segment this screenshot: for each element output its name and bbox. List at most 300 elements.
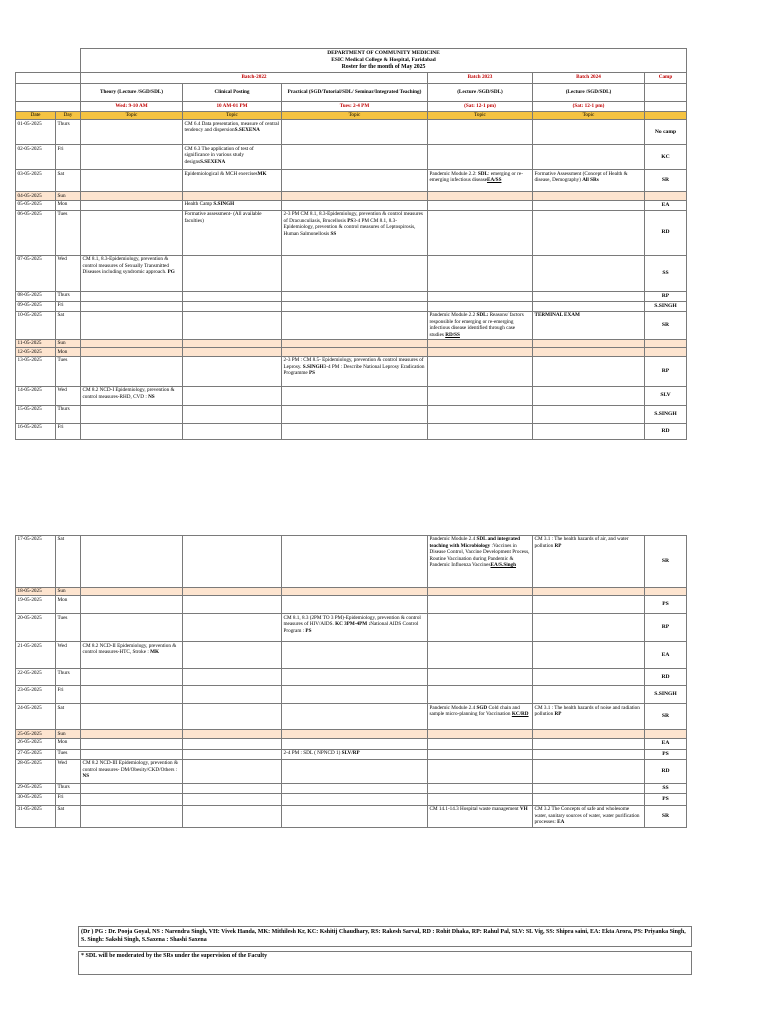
day-cell [56, 686, 81, 704]
cell-text: RD/SS [445, 331, 460, 338]
theory-cell [81, 356, 183, 386]
clinical-cell [183, 783, 282, 793]
cell-text: KC 3PM-4PM : [335, 621, 371, 628]
batch-2024-cell [533, 614, 645, 642]
day-header: Day [56, 111, 81, 120]
batch-2023-cell [428, 783, 533, 793]
date-cell [16, 170, 56, 192]
batch-2024-cell [533, 291, 645, 301]
clinical-cell [183, 200, 282, 210]
cell-text: SLV [660, 392, 671, 399]
clinical-cell [183, 686, 282, 704]
day-cell [56, 587, 81, 596]
cell-text: EA/S.Singh [490, 562, 517, 569]
date-cell [16, 291, 56, 301]
batch-2023-cell [428, 200, 533, 210]
roster-row [16, 669, 687, 686]
cell-text: :Vaccines in Disease Control, Vaccine Development Process, Routine Vaccination during Pandemic & Pandemic Influenza Vaccines [429, 542, 530, 569]
date-cell [16, 120, 56, 145]
batch-2024-cell [533, 642, 645, 669]
theory-cell [81, 311, 183, 339]
camp-cell [645, 759, 687, 783]
batch-2023-cell [428, 170, 533, 192]
date-cell [16, 145, 56, 170]
cell-text: Wed [57, 256, 67, 263]
day-cell [56, 255, 81, 291]
practical-cell [282, 348, 428, 357]
practical-cell [282, 192, 428, 201]
batch-2023-cell [428, 348, 533, 357]
camp-cell [645, 405, 687, 423]
cell-text: Fri [57, 424, 64, 431]
day-cell [56, 210, 81, 255]
batch-2023-cell [428, 386, 533, 405]
cell-text: 30-05-2025 [17, 794, 42, 801]
day-cell [56, 291, 81, 301]
roster-row [16, 145, 687, 170]
theory-cell [81, 255, 183, 291]
day-cell [56, 200, 81, 210]
cell-text: Thurs [57, 120, 70, 127]
theory-cell [81, 200, 183, 210]
batch-2024-cell [533, 535, 645, 587]
date-cell [16, 704, 56, 730]
clinical-cell [183, 759, 282, 783]
college-name: ESIC Medical College & Hospital, Faridabad [331, 56, 436, 63]
theory-cell [81, 793, 183, 805]
batch-2023-cell [428, 805, 533, 827]
clinical-cell [183, 339, 282, 348]
clinical-cell [183, 793, 282, 805]
practical-cell [282, 587, 428, 596]
practical-cell [282, 291, 428, 301]
date-cell [16, 348, 56, 357]
batch-2023-cell [428, 356, 533, 386]
cell-text: SR [661, 557, 670, 564]
practical-cell [282, 386, 428, 405]
batch-2024-cell [533, 793, 645, 805]
date-cell [16, 730, 56, 739]
cell-text: Mon [57, 739, 68, 746]
clinical-cell [183, 255, 282, 291]
cell-text: SS [330, 230, 337, 237]
date-cell [16, 255, 56, 291]
cell-text: Pandemic Module 2.2 [429, 312, 477, 319]
cell-text: Sun [57, 192, 66, 199]
clinical-cell [183, 170, 282, 192]
practical-cell [282, 669, 428, 686]
cell-text: EA/SS [487, 177, 502, 184]
cell-text: 25-05-2025 [17, 730, 42, 737]
cell-text: RP [661, 292, 670, 299]
cell-text: SDL [477, 170, 489, 177]
lecture-2023-column-header: (Lecture /SGD/SDL) [428, 83, 533, 101]
practical-cell [282, 210, 428, 255]
cell-text: 19-05-2025 [17, 596, 42, 603]
cell-text: Health Camp [184, 201, 214, 208]
practical-cell [282, 200, 428, 210]
camp-cell [645, 192, 687, 201]
camp-cell [645, 805, 687, 827]
practical-cell [282, 120, 428, 145]
day-cell [56, 301, 81, 311]
cell-text: Tues [57, 211, 68, 218]
camp-cell [645, 356, 687, 386]
cell-text: 14-05-2025 [17, 387, 42, 394]
cell-text: CM 6.3 The application of test of significance in various study designs [184, 145, 254, 165]
batch-2024-cell [533, 669, 645, 686]
day-cell [56, 614, 81, 642]
roster-row [16, 738, 687, 749]
cell-text: 13-05-2025 [17, 357, 42, 364]
cell-text: No camp [654, 128, 677, 135]
theory-cell [81, 614, 183, 642]
cell-text: SR [661, 321, 670, 328]
cell-text: 28-05-2025 [17, 760, 42, 767]
practical-cell [282, 356, 428, 386]
batch-2024-cell [533, 783, 645, 793]
cell-text: NS [82, 773, 90, 780]
clinical-cell [183, 405, 282, 423]
practical-cell [282, 783, 428, 793]
practical-cell [282, 738, 428, 749]
batch-2023-cell [428, 587, 533, 596]
batch-2023-cell [428, 339, 533, 348]
date-cell [16, 793, 56, 805]
cell-text: PS [309, 370, 316, 377]
cell-text: KC [661, 153, 670, 160]
date-cell [16, 642, 56, 669]
cell-text: TERMINAL EXAM [534, 312, 580, 319]
theory-column-header: Theory (Lecture /SGD/SDL) [81, 83, 183, 101]
theory-cell [81, 339, 183, 348]
cell-text: CM 8.2 NCD-II Epidemiology, prevention & control measures-HTC, Stroke : [82, 642, 177, 656]
cell-text: Sun [57, 730, 66, 737]
cell-text: Epidemiological & MCH exercises [184, 170, 258, 177]
roster-row [16, 291, 687, 301]
cell-text: EA [661, 740, 670, 747]
cell-text: 04-05-2025 [17, 192, 42, 199]
topic-header: Topic [428, 111, 533, 120]
day-cell [56, 805, 81, 827]
batch-2022-header: Batch-2022 [81, 72, 428, 83]
day-cell [56, 356, 81, 386]
cell-text: 03-05-2025 [17, 170, 42, 177]
batch-2023-cell [428, 793, 533, 805]
cell-text: Sat [57, 704, 65, 711]
practical-cell [282, 730, 428, 739]
date-cell [16, 210, 56, 255]
cell-text: RD [661, 767, 670, 774]
day-cell [56, 738, 81, 749]
camp-header: Camp [645, 72, 687, 83]
cell-text: EA [557, 819, 565, 826]
cell-text: Sun [57, 588, 66, 595]
day-cell [56, 669, 81, 686]
camp-cell [645, 686, 687, 704]
batch-2023-cell [428, 738, 533, 749]
date-cell [16, 686, 56, 704]
cell-text: CM 6.4 Data presentation, measure of central tendency and dispersion [184, 120, 279, 134]
cell-text: Sat [57, 806, 65, 813]
roster-row [16, 386, 687, 405]
cell-text: 26-05-2025 [17, 739, 42, 746]
clinical-column-header: Clinical Posting [183, 83, 282, 101]
camp-cell [645, 145, 687, 170]
cell-text: CM 3.1 : The health hazards of noise and radiation pollution [534, 704, 640, 718]
theory-cell [81, 348, 183, 357]
cell-text: 31-05-2025 [17, 806, 42, 813]
cell-text: 05-05-2025 [17, 201, 42, 208]
day-cell [56, 405, 81, 423]
cell-text: Wed [57, 642, 67, 649]
cell-text: Tues [57, 750, 68, 757]
cell-text: CM 8.2 NCD-III Epidemiology, prevention & control measures- DM/Obesity/CKD/Others : [82, 760, 178, 773]
cell-text: RP [661, 624, 670, 631]
cell-text: MK [257, 170, 267, 177]
cell-text: Pandemic Module 2.4 [429, 704, 477, 711]
date-cell [16, 596, 56, 614]
cell-text: CM 3.2 The Concepts of safe and wholesome water, sanitary sources of water, water purification processes: [534, 806, 640, 826]
roster-row [16, 596, 687, 614]
clinical-cell [183, 210, 282, 255]
cell-text: S.SINGH [654, 691, 677, 698]
cell-text: 21-05-2025 [17, 642, 42, 649]
theory-timing: Wed: 9-10 AM [81, 101, 183, 111]
batch-2023-cell [428, 596, 533, 614]
date-cell [16, 738, 56, 749]
practical-cell [282, 793, 428, 805]
batch-2024-cell [533, 200, 645, 210]
camp-cell [645, 200, 687, 210]
cell-text: Thurs [57, 784, 70, 791]
clinical-cell [183, 749, 282, 759]
camp-cell [645, 301, 687, 311]
clinical-cell [183, 704, 282, 730]
cell-text: 2-3 PM CM 8.1, 8.3-Epidemiology, prevention & control measures of Dracunculiasis, Brucellosis [283, 211, 423, 224]
batch-2024-cell [533, 255, 645, 291]
day-cell [56, 793, 81, 805]
date-cell [16, 200, 56, 210]
cell-text: 3-4 PM : Describe National Leprosy Eradication Programme [283, 363, 425, 377]
date-cell [16, 669, 56, 686]
day-cell [56, 386, 81, 405]
clinical-cell [183, 587, 282, 596]
date-cell [16, 759, 56, 783]
cell-text: MK [150, 649, 160, 656]
theory-cell [81, 596, 183, 614]
roster-row [16, 642, 687, 669]
day-cell [56, 783, 81, 793]
cell-text: Mon [57, 348, 68, 355]
cell-text: SS [662, 269, 669, 276]
camp-cell [645, 255, 687, 291]
camp-cell [645, 386, 687, 405]
cell-text: 08-05-2025 [17, 292, 42, 299]
cell-text: 09-05-2025 [17, 302, 42, 309]
cell-text: Wed [57, 760, 67, 767]
practical-cell [282, 704, 428, 730]
batch-2024-cell [533, 192, 645, 201]
department-heading [81, 49, 687, 73]
roster-row [16, 348, 687, 357]
cell-text: NS [148, 393, 155, 400]
day-cell [56, 348, 81, 357]
theory-cell [81, 423, 183, 439]
practical-cell [282, 301, 428, 311]
roster-row [16, 301, 687, 311]
camp-cell [645, 587, 687, 596]
cell-text: EA [661, 201, 670, 208]
batch-2024-cell [533, 704, 645, 730]
batch-2024-cell [533, 339, 645, 348]
theory-cell [81, 301, 183, 311]
camp-cell [645, 749, 687, 759]
cell-text: RD [661, 673, 670, 680]
practical-cell [282, 405, 428, 423]
cell-text: S.SEXENA [200, 158, 226, 165]
date-cell [16, 614, 56, 642]
day-cell [56, 642, 81, 669]
cell-text: Cold chain and sample micro-planning for Vaccination [429, 704, 520, 718]
topic-header: Topic [282, 111, 428, 120]
theory-cell [81, 192, 183, 201]
batch-2023-cell [428, 255, 533, 291]
day-cell [56, 759, 81, 783]
clinical-cell [183, 596, 282, 614]
cell-text: 20-05-2025 [17, 614, 42, 621]
date-cell [16, 783, 56, 793]
cell-text: SS [662, 784, 669, 791]
cell-text: SDL: [476, 312, 489, 319]
cell-text: 10-05-2025 [17, 312, 42, 319]
roster-row [16, 749, 687, 759]
practical-cell [282, 596, 428, 614]
cell-text: Sat [57, 536, 65, 543]
department-title: DEPARTMENT OF COMMUNITY MEDICINE [327, 50, 440, 56]
cell-text: 16-05-2025 [17, 424, 42, 431]
clinical-cell [183, 145, 282, 170]
cell-text: Thurs [57, 406, 70, 413]
batch-2023-cell [428, 704, 533, 730]
faculty-legend: (Dr ) PG : Dr. Pooja Goyal, NS : Narendra Singh, VH: Vivek Handa, MK: Mithilesh Kr, KC: Kshitij Chaudhary, RS: Rakesh Sarval, RD : Rohit Dhaka, RP: Rahul Pal, SLV: SL Vig, SS: Shipra saini, EA: Ekta Arora, PS: Priyanka Singh, S. Singh: Sakshi Singh, S.Saxena : Shashi Saxena [78, 926, 692, 947]
batch-2023-cell [428, 686, 533, 704]
camp-cell [645, 535, 687, 587]
batch-2023-timing: (Sat: 12-1 pm) [428, 101, 533, 111]
camp-cell [645, 704, 687, 730]
day-cell [56, 339, 81, 348]
cell-text: 02-05-2025 [17, 145, 42, 152]
batch-2024-cell [533, 386, 645, 405]
day-cell [56, 730, 81, 739]
lecture-2024-column-header: (Lecture /SGD/SDL) [533, 83, 645, 101]
cell-text: RP [661, 367, 670, 374]
roster-row [16, 423, 687, 439]
day-cell [56, 704, 81, 730]
day-cell [56, 535, 81, 587]
cell-text: Formative assessment- (All available faculties) [184, 211, 262, 224]
batch-2023-cell [428, 423, 533, 439]
clinical-cell [183, 301, 282, 311]
batch-2023-cell [428, 301, 533, 311]
roster-row [16, 614, 687, 642]
batch-2024-cell [533, 738, 645, 749]
cell-text: All SRs [582, 177, 599, 184]
batch-2024-cell [533, 805, 645, 827]
date-cell [16, 339, 56, 348]
batch-2024-cell [533, 759, 645, 783]
cell-text: RD [661, 229, 670, 236]
camp-cell [645, 642, 687, 669]
camp-cell [645, 783, 687, 793]
clinical-cell [183, 356, 282, 386]
cell-text: Wed [57, 387, 67, 394]
batch-2023-cell [428, 291, 533, 301]
batch-2023-cell [428, 642, 533, 669]
theory-cell [81, 405, 183, 423]
batch-2023-cell [428, 749, 533, 759]
practical-timing: Tues: 2-4 PM [282, 101, 428, 111]
practical-cell [282, 759, 428, 783]
roster-row [16, 255, 687, 291]
cell-text: RD [661, 427, 670, 434]
cell-text: EA [661, 651, 670, 658]
camp-cell [645, 614, 687, 642]
cell-text: 24-05-2025 [17, 704, 42, 711]
batch-2023-cell [428, 145, 533, 170]
cell-text: Sat [57, 170, 65, 177]
practical-cell [282, 423, 428, 439]
cell-text: KC/RD [511, 711, 529, 718]
batch-2024-cell [533, 170, 645, 192]
batch-2024-header: Batch 2024 [533, 72, 645, 83]
theory-cell [81, 730, 183, 739]
clinical-cell [183, 311, 282, 339]
cell-text: 3-4 PM CM 8.1, 8.3-Epidemiology, prevention & control measures of Leptospirosis, Human Salmonellosis [283, 217, 416, 237]
practical-cell [282, 255, 428, 291]
date-header: Date [16, 111, 56, 120]
cell-text: Fri [57, 302, 64, 309]
date-cell [16, 749, 56, 759]
theory-cell [81, 749, 183, 759]
camp-cell [645, 120, 687, 145]
camp-cell [645, 669, 687, 686]
cell-text: CM 8.1, 8.3-Epidemiology, prevention & control measures of Sexually Transmitted Diseases including syndromic approach. [82, 256, 169, 276]
day-cell [56, 192, 81, 201]
practical-cell [282, 339, 428, 348]
batch-2024-cell [533, 311, 645, 339]
cell-text: Fri [57, 145, 64, 152]
clinical-cell [183, 423, 282, 439]
camp-cell [645, 291, 687, 301]
clinical-cell [183, 730, 282, 739]
cell-text: Mon [57, 201, 68, 208]
practical-cell [282, 642, 428, 669]
batch-2024-cell [533, 301, 645, 311]
cell-text: 07-05-2025 [17, 256, 42, 263]
cell-text: PS [305, 627, 312, 634]
theory-cell [81, 783, 183, 793]
roster-row [16, 170, 687, 192]
batch-2024-cell [533, 596, 645, 614]
camp-cell [645, 730, 687, 739]
batch-2024-cell [533, 356, 645, 386]
cell-text: 18-05-2025 [17, 588, 42, 595]
roster-row [16, 311, 687, 339]
practical-cell [282, 805, 428, 827]
camp-cell [645, 348, 687, 357]
cell-text: PG [167, 269, 175, 276]
